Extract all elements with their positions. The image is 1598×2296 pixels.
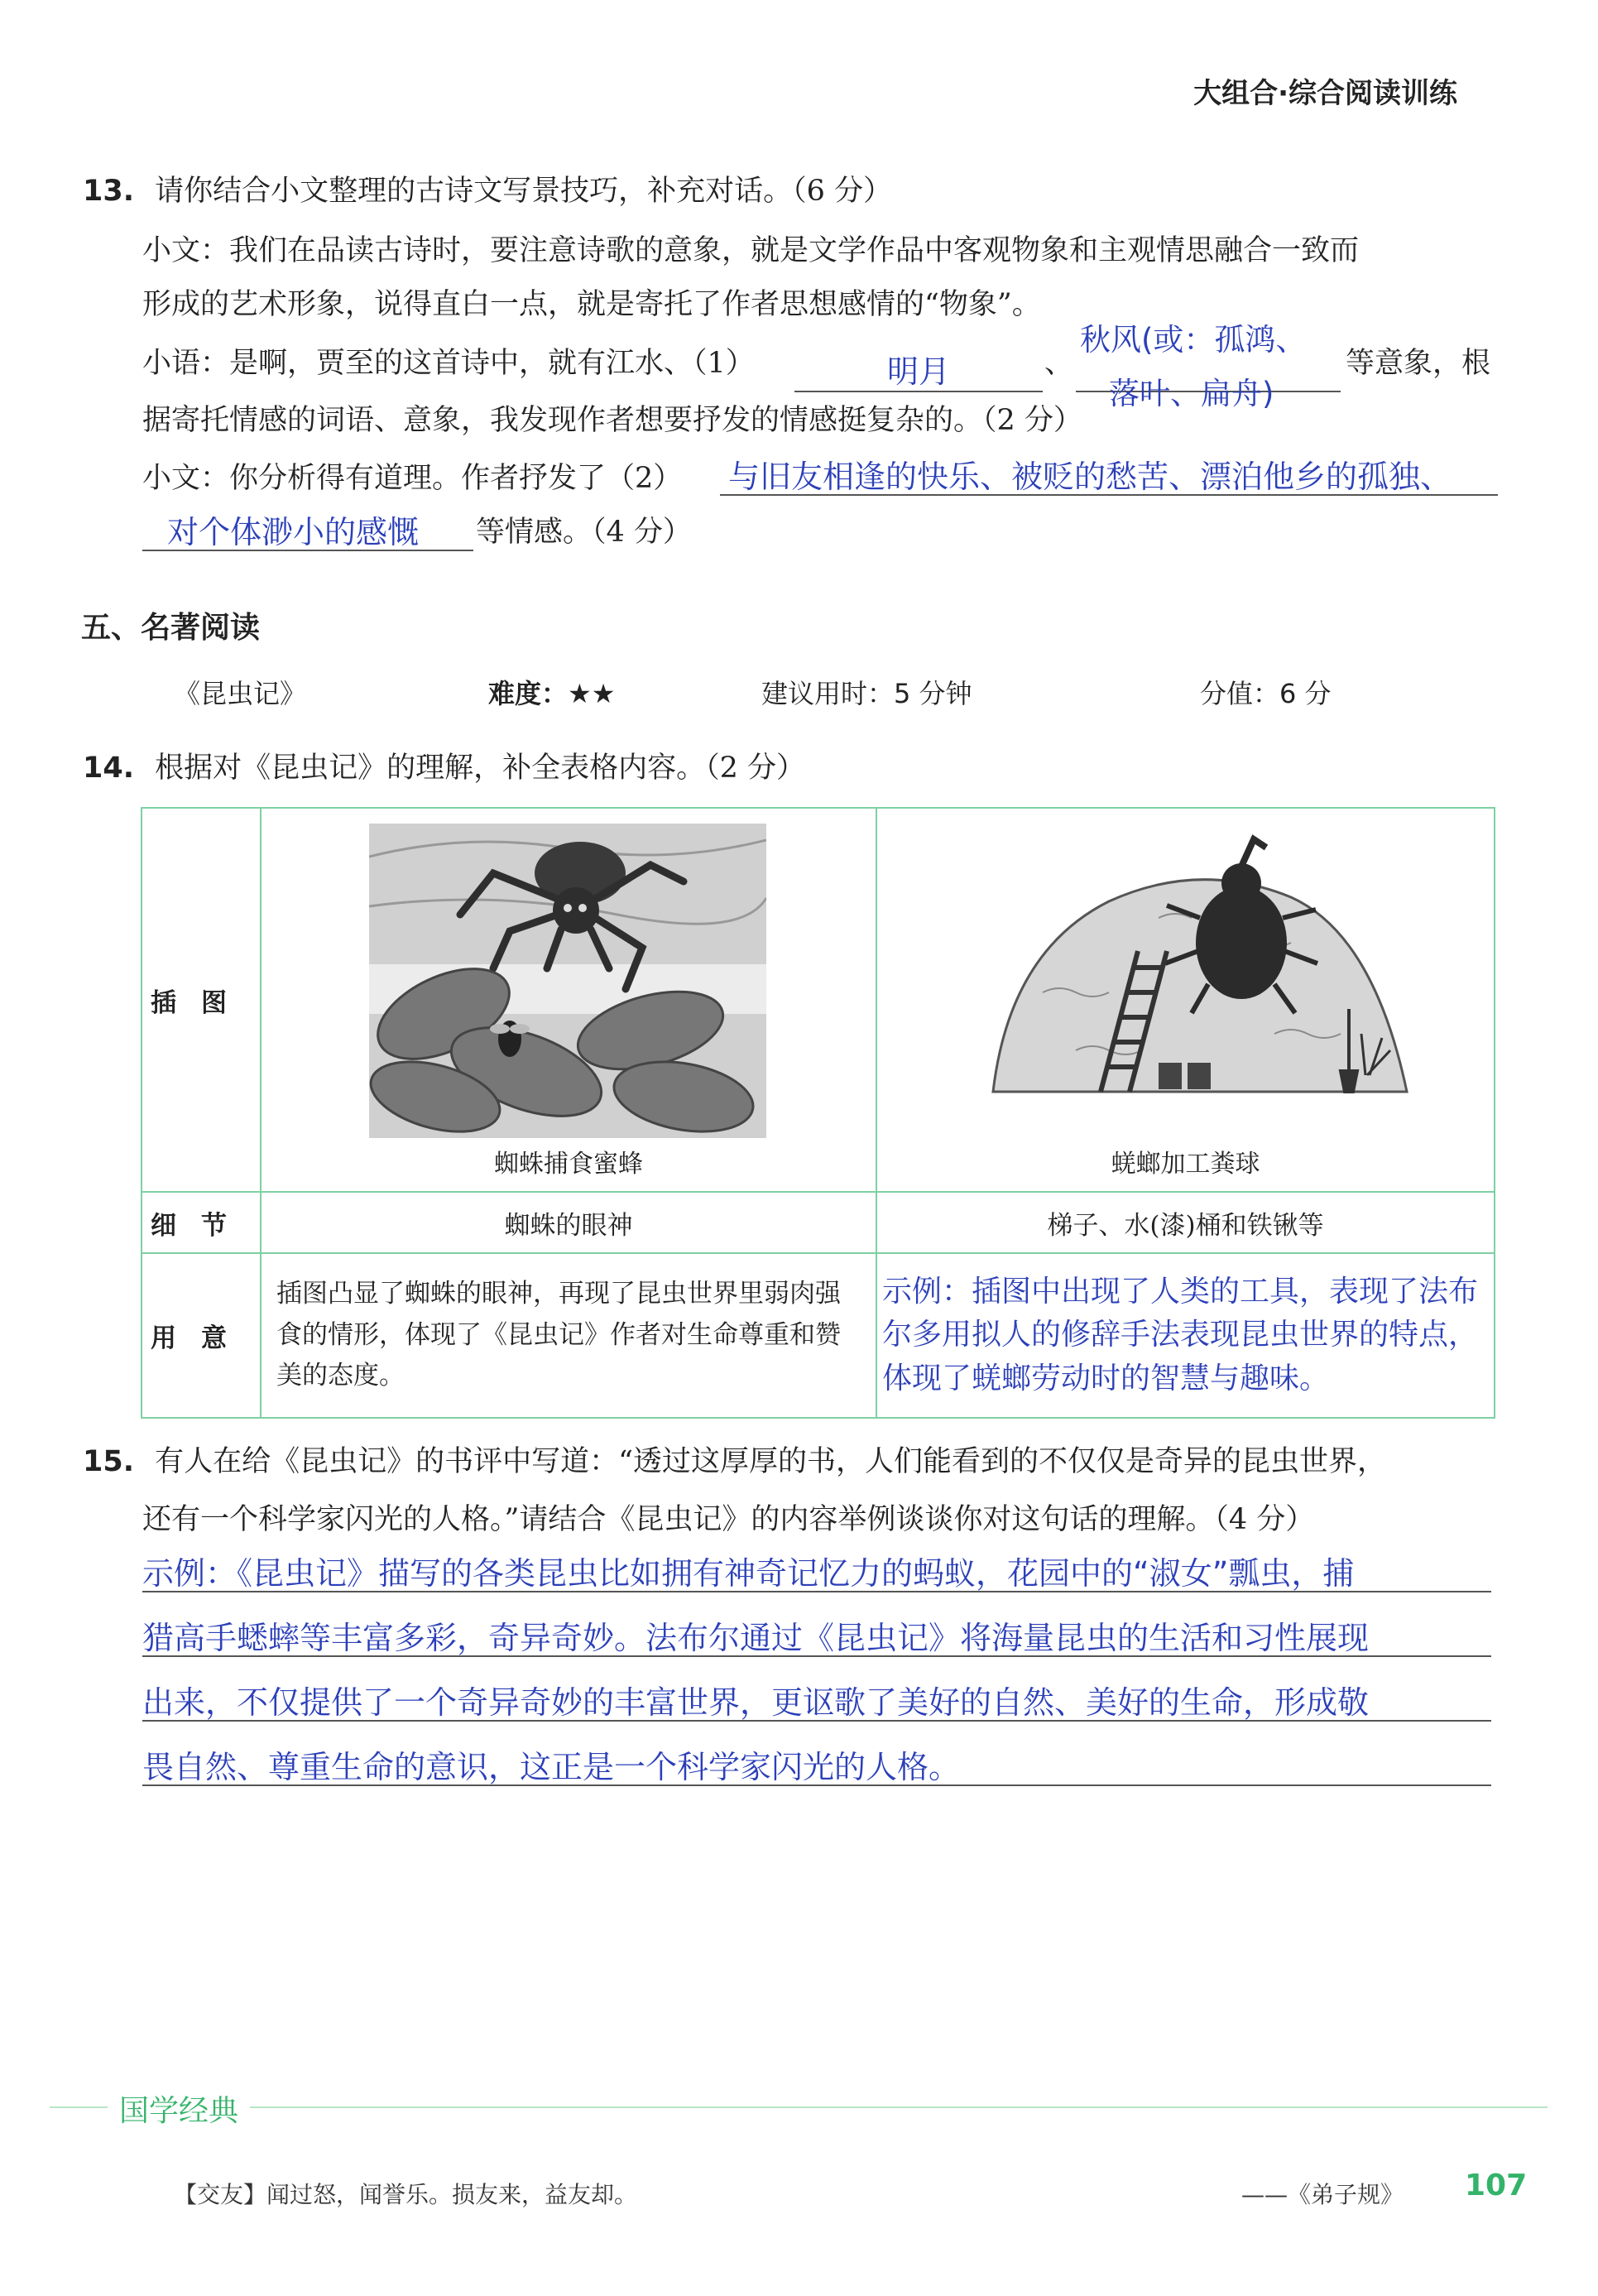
page-header-title: 大组合·综合阅读训练 xyxy=(1193,77,1457,110)
book-table xyxy=(141,807,1495,1419)
caption-spider: 蜘蛛捕食蜜蜂 xyxy=(494,1150,643,1179)
spider-illustration xyxy=(369,824,766,1138)
table-row xyxy=(142,1192,1495,1253)
row-label-illustration: 插图 xyxy=(142,808,261,1192)
illustration-spider-cell xyxy=(261,808,876,1192)
table-row xyxy=(142,808,1495,1192)
question-15 xyxy=(83,1444,1386,1479)
q13-line-3-end: 等意象，根 xyxy=(1346,347,1491,380)
q13-line-5-start: 小文：你分析得有道理。作者抒发了（2） xyxy=(142,462,683,495)
footer-section-title: 国学经典 xyxy=(108,2087,250,2130)
q13-line-1: 小文：我们在品读古诗时，要注意诗歌的意象，就是文学作品中客观物象和主观情思融合一致而 xyxy=(142,234,1360,267)
score: 分值：6 分 xyxy=(1200,678,1332,709)
answer-line xyxy=(142,1677,1491,1722)
answer-text: 出来，不仅提供了一个奇异奇妙的丰富世界，更讴歌了美好的自然、美好的生命，形成敬 xyxy=(142,1684,1370,1721)
question-number: 14. xyxy=(83,752,135,785)
page-number: 107 xyxy=(1465,2169,1528,2202)
blank-2a xyxy=(720,451,1498,496)
answer-1a: 明月 xyxy=(886,353,950,390)
footer-divider xyxy=(50,2106,1548,2108)
dung-beetle-illustration xyxy=(977,827,1423,1100)
difficulty: 难度：★★ xyxy=(488,678,616,709)
answer-text: 示例：《昆虫记》描写的各类昆虫比如拥有神奇记忆力的蚂蚁，花园中的“淑女”瓢虫，捕 xyxy=(142,1555,1355,1592)
suggested-time: 建议用时：5 分钟 xyxy=(761,678,972,709)
question-14 xyxy=(83,751,805,785)
row-label-detail: 细节 xyxy=(142,1192,261,1253)
section-title: 五、名著阅读 xyxy=(81,611,261,645)
q13-line-6-end: 等情感。（4 分） xyxy=(476,516,692,549)
answer-line xyxy=(142,1612,1491,1657)
question-prompt-line2: 还有一个科学家闪光的人格。”请结合《昆虫记》的内容举例谈谈你对这句话的理解。（4 分） xyxy=(142,1503,1315,1536)
table-row xyxy=(142,1253,1495,1418)
answer-1b-line1: 秋风(或：孤鸿、 xyxy=(1080,322,1307,358)
purpose-spider: 插图凸显了蜘蛛的眼神，再现了昆虫世界里弱肉强食的情形，体现了《昆虫记》作者对生命尊重和赞美的态度。 xyxy=(261,1253,876,1418)
detail-spider: 蜘蛛的眼神 xyxy=(261,1192,876,1253)
purpose-dungbeetle-answer: 示例：插图中出现了人类的工具，表现了法布尔多用拟人的修辞手法表现昆虫世界的特点，体现了蜣螂劳动时的智慧与趣味。 xyxy=(876,1253,1495,1418)
illustration-dungbeetle-cell xyxy=(876,808,1495,1192)
answer-line xyxy=(142,1741,1491,1786)
answer-2b: 对个体渺小的感慨 xyxy=(167,514,420,550)
question-number: 13. xyxy=(83,175,135,208)
question-number: 15. xyxy=(83,1445,135,1478)
caption-dungbeetle: 蜣螂加工粪球 xyxy=(1111,1150,1260,1179)
q13-line-3-start: 小语：是啊，贾至的这首诗中，就有江水、（1） xyxy=(142,347,755,380)
q13-line-2: 形成的艺术形象，说得直白一点，就是寄托了作者思想感情的“物象”。 xyxy=(142,288,1041,321)
footer-quote: 【交友】闻过怒，闻誉乐。损友来，益友却。 xyxy=(174,2181,638,2208)
question-prompt: 请你结合小文整理的古诗文写景技巧，补充对话。（6 分） xyxy=(155,175,893,208)
answer-text: 畏自然、尊重生命的意识，这正是一个科学家闪光的人格。 xyxy=(142,1749,961,1785)
question-prompt: 根据对《昆虫记》的理解，补全表格内容。（2 分） xyxy=(155,752,806,785)
book-title: 《昆虫记》 xyxy=(174,678,307,709)
blank-2b xyxy=(142,507,473,551)
answer-1b-line2: 落叶、扁舟) xyxy=(1109,376,1274,411)
q13-line-4: 据寄托情感的词语、意象，我发现作者想要抒发的情感挺复杂的。（2 分） xyxy=(142,404,1082,437)
blank-1a xyxy=(794,348,1043,392)
answer-line xyxy=(142,1548,1491,1592)
footer-source: ——《弟子规》 xyxy=(1241,2181,1404,2208)
answer-text: 猎高手蟋蟀等丰富多彩，奇异奇妙。法布尔通过《昆虫记》将海量昆虫的生活和习性展现 xyxy=(142,1620,1370,1656)
question-prompt-line1: 有人在给《昆虫记》的书评中写道：“透过这厚厚的书，人们能看到的不仅仅是奇异的昆虫世界， xyxy=(155,1445,1387,1478)
separator: 、 xyxy=(1044,347,1074,380)
question-13 xyxy=(83,174,892,209)
answer-2a: 与旧友相逢的快乐、被贬的愁苦、漂泊他乡的孤独、 xyxy=(728,459,1452,495)
detail-dungbeetle: 梯子、水(漆)桶和铁锹等 xyxy=(876,1192,1495,1253)
row-label-purpose: 用意 xyxy=(142,1253,261,1418)
